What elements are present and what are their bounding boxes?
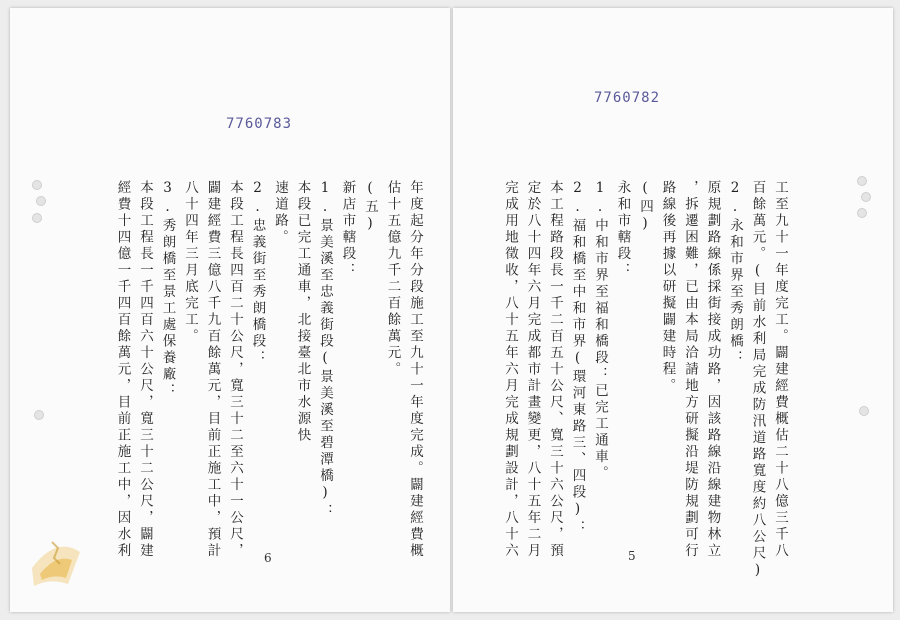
left-page (10, 8, 450, 612)
text-column: 年度起分年分段施工至九十一年度完成。闢建經費概 (407, 180, 423, 560)
text-column: 1.中和市界至福和橋段：已完工通車。 (592, 180, 608, 482)
right-page (453, 8, 893, 612)
text-column: (四) (637, 180, 653, 235)
page-number: 5 (628, 549, 636, 563)
punch-hole (36, 196, 46, 206)
page-number: 6 (264, 551, 272, 565)
punch-hole (859, 406, 869, 416)
text-column: 經費十四億一千四百餘萬元，目前正施工中，因水利 (114, 180, 131, 560)
text-column: 闢建經費三億八千九百餘萬元，目前正施工中，預計 (204, 180, 221, 560)
text-column: 本段已完工通車，北接臺北市水源快 (294, 180, 311, 444)
text-column: 路線後再據以研擬闢建時程。 (659, 180, 676, 395)
punch-hole (32, 180, 42, 190)
text-column: 估十五億九千二百餘萬元。 (384, 180, 401, 378)
text-column: 永和市轄段： (614, 180, 631, 279)
text-column: 2.永和市界至秀朗橋： (727, 180, 743, 367)
text-column: 3.秀朗橋至景工處保養廠： (159, 180, 176, 400)
text-column: 2.福和橋至中和市界(環河東路三、四段)： (569, 180, 586, 537)
punch-hole (32, 213, 42, 223)
text-column: 定於八十四年六月完成都市計畫變更，八十五年二月 (524, 180, 541, 560)
punch-hole (861, 192, 871, 202)
text-column: 百餘萬元。(目前水利局完成防汛道路寬度約八公尺) (749, 180, 766, 581)
text-column: (五) (362, 180, 378, 235)
archive-stamp: 7760783 (226, 116, 293, 132)
text-column: 原規劃路線係採街接成功路，因該路線沿線建物林立 (704, 180, 721, 560)
archive-stamp: 7760782 (594, 90, 661, 106)
text-column: 2.忠義街至秀朗橋段： (249, 180, 266, 367)
text-column: ，拆遷困難，已由本局洽請地方研擬沿堤防規劃可行 (682, 180, 698, 560)
text-column: 速道路。 (272, 180, 288, 246)
text-column: 本段工程長一千四百六十公尺，寬三十二公尺，闢建 (137, 180, 153, 560)
text-column: 1.景美溪至忠義街段(景美溪至碧潭橋)： (317, 180, 333, 520)
text-column: 本工程路段長一千二百五十公尺、寬三十六公尺，預 (547, 180, 563, 560)
text-column: 八十四年三月底完工。 (182, 180, 198, 345)
punch-hole (34, 410, 44, 420)
punch-hole (857, 208, 867, 218)
text-column: 工至九十一年度完工。闢建經費概估二十八億三千八 (772, 180, 788, 560)
text-column: 新店市轄段： (339, 180, 356, 279)
punch-hole (857, 176, 867, 186)
archive-logo (28, 528, 84, 594)
text-column: 本段工程長四百二十公尺，寬三十二至六十一公尺， (227, 180, 243, 560)
text-column: 完成用地徵收，八十五年六月完成規劃設計，八十六 (502, 180, 518, 560)
